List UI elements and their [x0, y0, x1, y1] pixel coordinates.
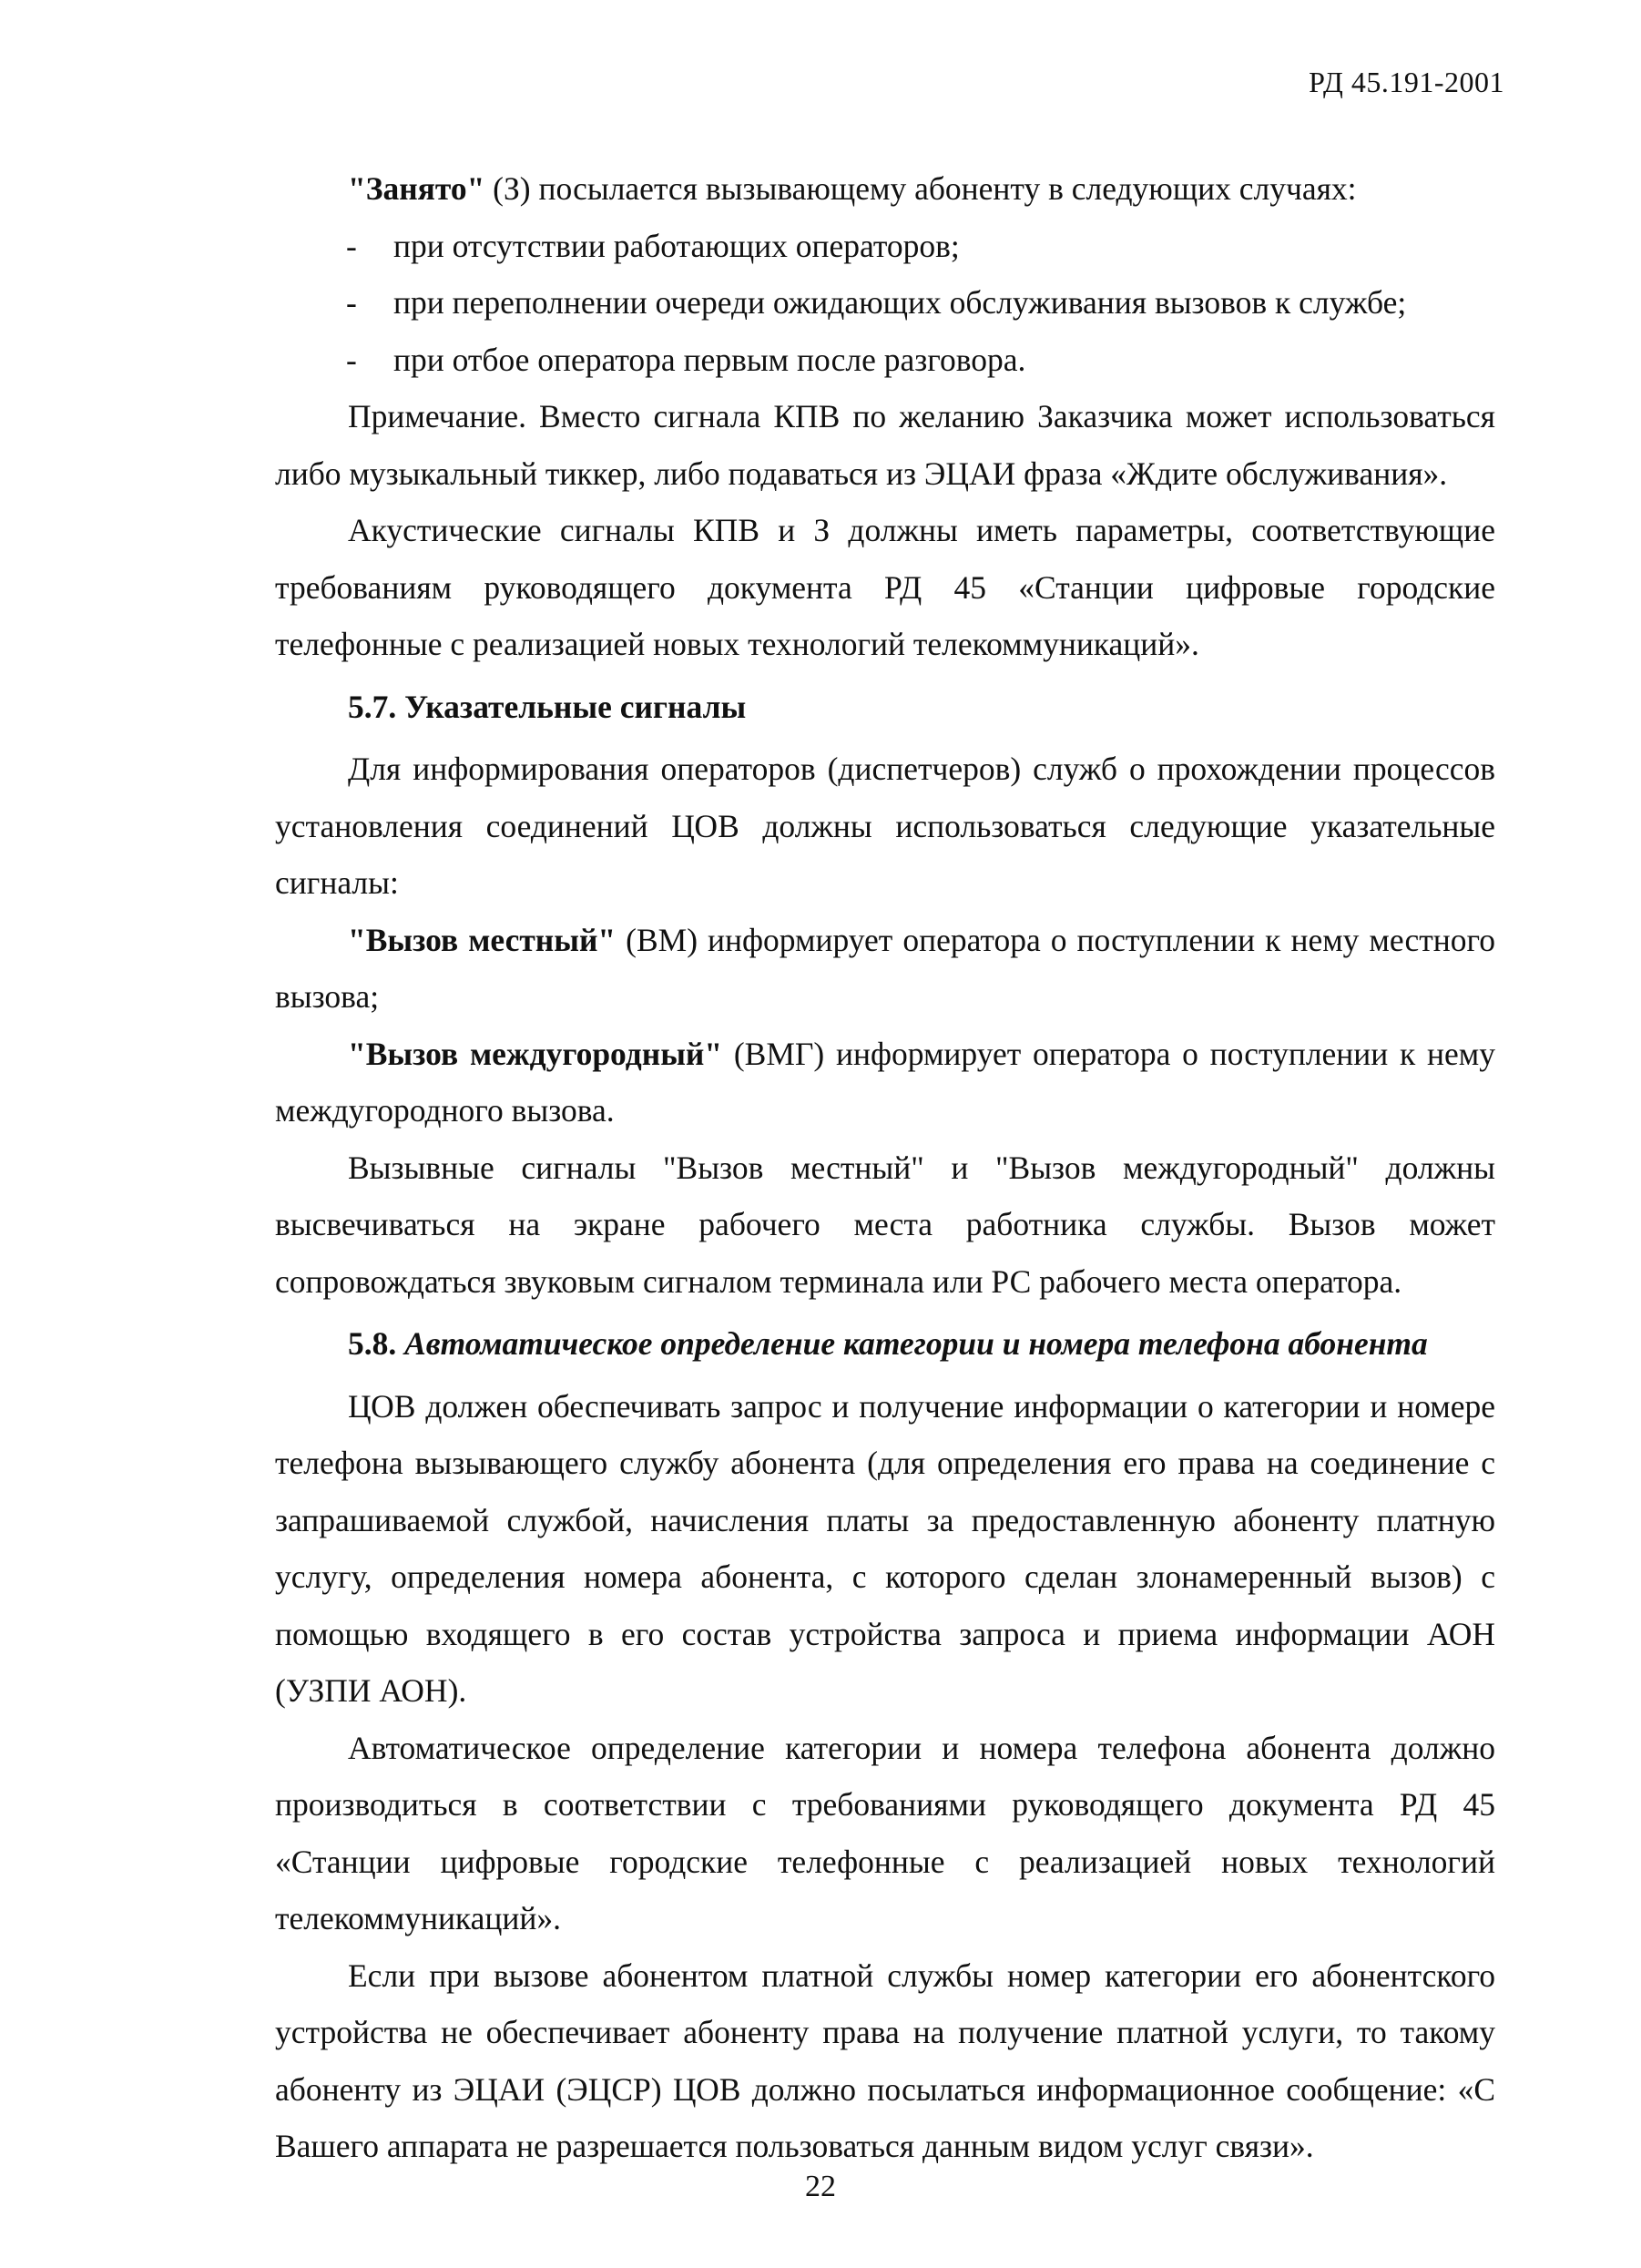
section-5-8-number: 5.8. — [348, 1325, 405, 1362]
section-5-8-title: Автоматическое определение категории и номера телефона абонента — [404, 1325, 1428, 1362]
list-dash: - — [346, 284, 357, 321]
page-number: 22 — [805, 2170, 836, 2203]
section-5-8-heading — [275, 1310, 1495, 1378]
document-code-header: РД 45.191-2001 — [1309, 66, 1504, 98]
busy-signal-text: (З) посылается вызывающему абоненту в следующих случаях: — [484, 170, 1357, 207]
long-distance-call-paragraph — [275, 1026, 1495, 1139]
note-paragraph: Примечание. Вместо сигнала КПВ по желанию Заказчика может использоваться либо музыкальный тиккер, либо подаваться из ЭЦАИ фраза «Ждите обслуживания». — [275, 398, 1495, 492]
local-call-paragraph — [275, 912, 1495, 1026]
section-5-7-heading: 5.7. Указательные сигналы — [348, 688, 747, 725]
display-paragraph: Вызывные сигналы "Вызов местный" и "Вызов междугородный" должны высвечиваться на экране рабочего места работника службы. Вызов может сопровождаться звуковым сигналом терминала или РС рабочего места оператора. — [275, 1149, 1495, 1300]
busy-signal-term: "Занято" — [348, 170, 485, 207]
section-5-7-intro: Для информирования операторов (диспетчеров) служб о прохождении процессов установления соединений ЦОВ должны использоваться следующие указательные сигналы: — [275, 751, 1495, 901]
section-5-8-paragraph-1: ЦОВ должен обеспечивать запрос и получение информации о категории и номере телефона вызывающего службу абонента (для определения его права на соединение с запрашиваемой службой, начисления платы за предоставленную абоненту платную услугу, определения номера абонента, с которого сделан злонамеренный вызов) с помощью входящего в его состав устройства запроса и приема информации АОН (УЗПИ АОН). — [275, 1387, 1495, 1709]
busy-signal-paragraph — [275, 160, 1495, 218]
long-distance-call-text: (ВМГ) информирует оператора о поступлении к нему междугородного вызова. — [275, 1035, 1495, 1129]
acoustic-paragraph: Акустические сигналы КПВ и З должны иметь параметры, соответствующие требованиям руководящего документа РД 45 «Станции цифровые городские телефонные с реализацией новых технологий телекоммуникаций». — [275, 512, 1495, 662]
list-item-text: при отбое оператора первым после разговора. — [393, 341, 1026, 378]
list-item — [275, 218, 1495, 275]
section-5-8-paragraph-3: Если при вызове абонентом платной службы номер категории его абонентского устройства не обеспечивает абоненту права на получение платной услуги, то такому абоненту из ЭЦАИ (ЭЦСР) ЦОВ должно посылаться информационное сообщение: «С Вашего аппарата не разрешается пользоваться данным видом услуг связи». — [275, 1956, 1495, 2164]
list-item-text: при переполнении очереди ожидающих обслуживания вызовов к службе; — [393, 284, 1407, 321]
list-dash: - — [346, 341, 357, 378]
long-distance-call-term: "Вызов междугородный" — [348, 1035, 723, 1072]
list-item-text: при отсутствии работающих операторов; — [393, 227, 960, 264]
section-5-8-paragraph-2: Автоматическое определение категории и номера телефона абонента должно производиться в соответствии с требованиями руководящего документа РД 45 «Станции цифровые городские телефонные с реализацией новых технологий телекоммуникаций». — [275, 1729, 1495, 1936]
list-dash: - — [346, 227, 357, 264]
local-call-text: (ВМ) информирует оператора о поступлении к нему местного вызова; — [275, 921, 1495, 1015]
document-body — [275, 160, 1495, 2175]
list-item — [275, 274, 1495, 332]
local-call-term: "Вызов местный" — [348, 921, 617, 958]
list-item — [275, 332, 1495, 389]
